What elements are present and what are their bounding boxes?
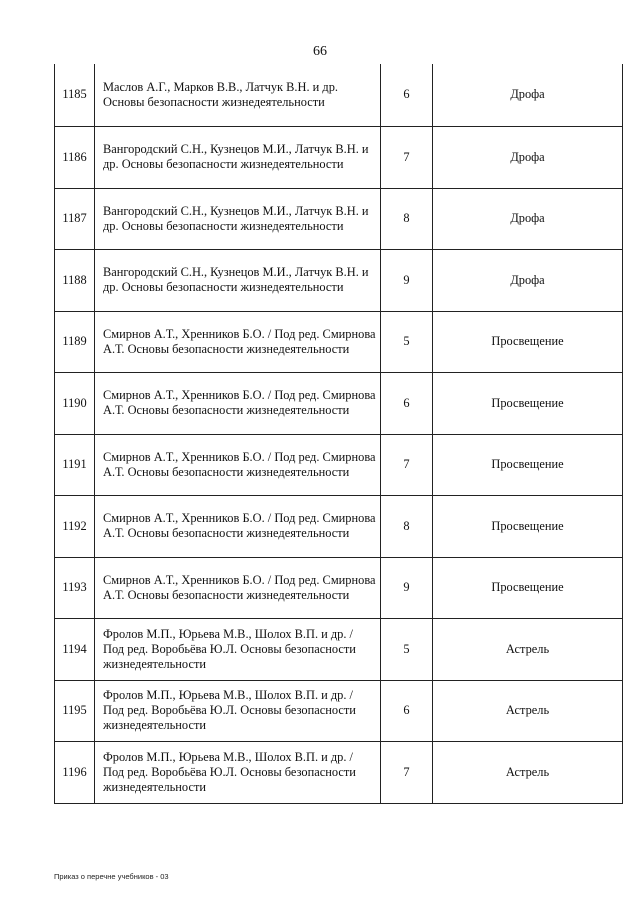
row-number: 1194 — [55, 618, 95, 680]
book-title: Смирнов А.Т., Хренников Б.О. / Под ред. Смирнова А.Т. Основы безопасности жизнедеятельности — [95, 434, 381, 495]
row-number: 1186 — [55, 126, 95, 188]
textbook-table — [54, 64, 623, 804]
footer-note: Приказ о перечне учебников - 03 — [54, 872, 169, 881]
grade: 8 — [381, 188, 433, 249]
grade: 5 — [381, 618, 433, 680]
table-row — [55, 372, 623, 434]
grade: 6 — [381, 372, 433, 434]
row-number: 1195 — [55, 680, 95, 741]
publisher: Астрель — [433, 741, 623, 803]
row-number: 1187 — [55, 188, 95, 249]
grade: 8 — [381, 495, 433, 557]
book-title: Маслов А.Г., Марков В.В., Латчук В.Н. и др. Основы безопасности жизнедеятельности — [95, 64, 381, 126]
publisher: Просвещение — [433, 434, 623, 495]
book-title: Фролов М.П., Юрьева М.В., Шолох В.П. и др. / Под ред. Воробьёва Ю.Л. Основы безопасности жизнедеятельности — [95, 618, 381, 680]
book-title: Смирнов А.Т., Хренников Б.О. / Под ред. Смирнова А.Т. Основы безопасности жизнедеятельности — [95, 311, 381, 372]
row-number: 1185 — [55, 64, 95, 126]
page-number: 66 — [313, 44, 327, 59]
grade: 6 — [381, 64, 433, 126]
publisher: Просвещение — [433, 557, 623, 618]
grade: 7 — [381, 126, 433, 188]
publisher: Дрофа — [433, 126, 623, 188]
book-title: Вангородский С.Н., Кузнецов М.И., Латчук В.Н. и др. Основы безопасности жизнедеятельности — [95, 126, 381, 188]
table-row — [55, 495, 623, 557]
table-row — [55, 126, 623, 188]
grade: 7 — [381, 741, 433, 803]
table-row — [55, 188, 623, 249]
grade: 9 — [381, 249, 433, 311]
grade: 5 — [381, 311, 433, 372]
row-number: 1192 — [55, 495, 95, 557]
row-number: 1189 — [55, 311, 95, 372]
table-row — [55, 618, 623, 680]
publisher: Дрофа — [433, 64, 623, 126]
book-title: Смирнов А.Т., Хренников Б.О. / Под ред. Смирнова А.Т. Основы безопасности жизнедеятельности — [95, 557, 381, 618]
row-number: 1190 — [55, 372, 95, 434]
book-title: Фролов М.П., Юрьева М.В., Шолох В.П. и др. / Под ред. Воробьёва Ю.Л. Основы безопасности жизнедеятельности — [95, 680, 381, 741]
table-row — [55, 64, 623, 126]
table-row — [55, 249, 623, 311]
row-number: 1193 — [55, 557, 95, 618]
row-number: 1188 — [55, 249, 95, 311]
publisher: Дрофа — [433, 188, 623, 249]
book-title: Смирнов А.Т., Хренников Б.О. / Под ред. Смирнова А.Т. Основы безопасности жизнедеятельности — [95, 372, 381, 434]
book-title: Вангородский С.Н., Кузнецов М.И., Латчук В.Н. и др. Основы безопасности жизнедеятельности — [95, 188, 381, 249]
publisher: Просвещение — [433, 311, 623, 372]
table-row — [55, 434, 623, 495]
grade: 9 — [381, 557, 433, 618]
book-title: Смирнов А.Т., Хренников Б.О. / Под ред. Смирнова А.Т. Основы безопасности жизнедеятельности — [95, 495, 381, 557]
publisher: Просвещение — [433, 495, 623, 557]
row-number: 1191 — [55, 434, 95, 495]
book-title: Фролов М.П., Юрьева М.В., Шолох В.П. и др. / Под ред. Воробьёва Ю.Л. Основы безопасности жизнедеятельности — [95, 741, 381, 803]
book-title: Вангородский С.Н., Кузнецов М.И., Латчук В.Н. и др. Основы безопасности жизнедеятельности — [95, 249, 381, 311]
table-row — [55, 680, 623, 741]
table-row — [55, 557, 623, 618]
grade: 7 — [381, 434, 433, 495]
grade: 6 — [381, 680, 433, 741]
publisher: Дрофа — [433, 249, 623, 311]
publisher: Астрель — [433, 618, 623, 680]
table-row — [55, 311, 623, 372]
publisher: Просвещение — [433, 372, 623, 434]
table-row — [55, 741, 623, 803]
row-number: 1196 — [55, 741, 95, 803]
publisher: Астрель — [433, 680, 623, 741]
